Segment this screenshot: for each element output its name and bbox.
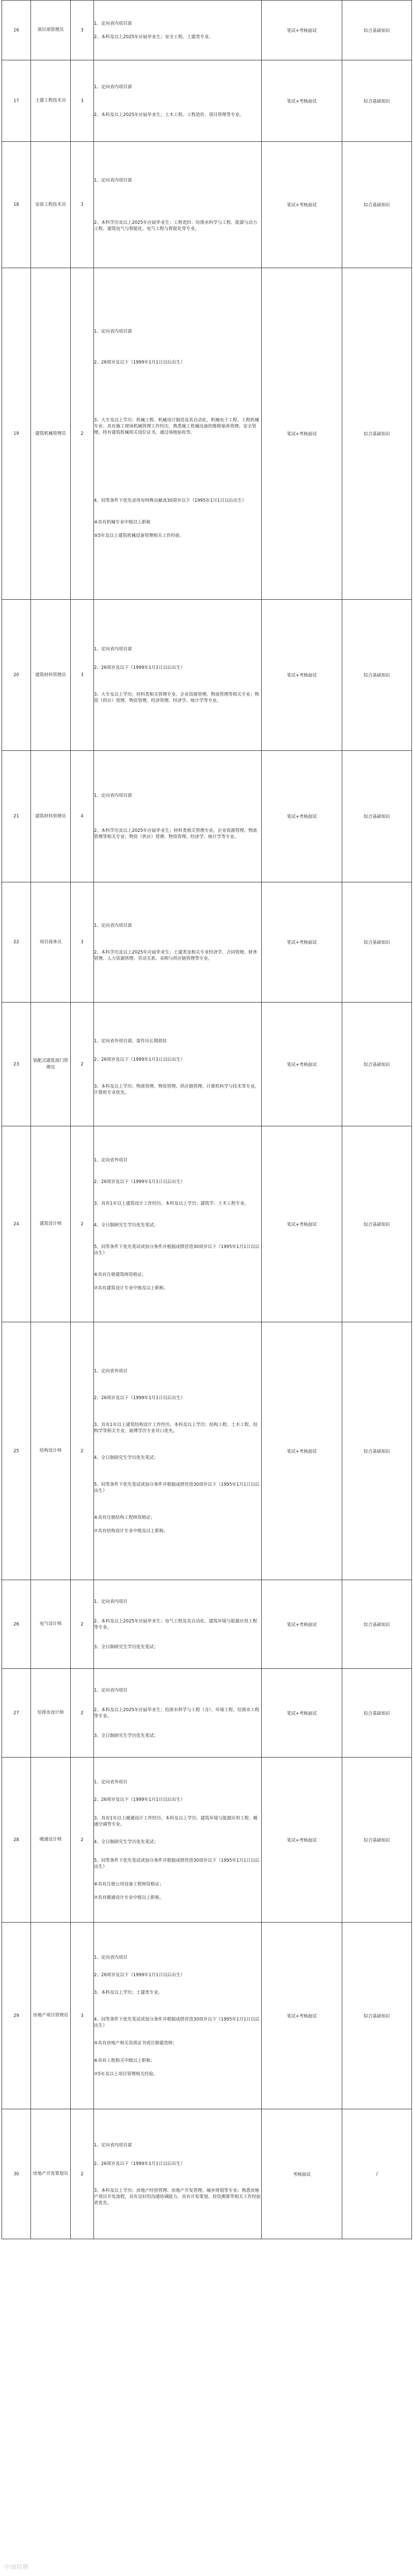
exam-subject: 综合基础知识: [342, 1758, 412, 1923]
requirement-line: 2、26周岁及以下（1999年1月1日以后出生）: [94, 665, 185, 670]
requirement-line: 1、定向省内项目部: [94, 84, 132, 90]
requirement-line: 3、全日制研究生学历优先笔试；: [94, 1733, 158, 1738]
requirement-line: 2、本科及以上2025年应届毕业生；电气工程及其自动化、建筑环境与能源应用工程等专业。: [94, 1618, 258, 1630]
requirement-line: ⑦具有暖通设计专业中级以上职称。: [94, 1895, 164, 1900]
position-name: 土建工程技术员: [31, 60, 71, 142]
requirement-line: 1、定向省内项目部: [94, 178, 132, 183]
exam-method: 笔试+考核面试: [262, 1126, 342, 1322]
position-name: 暖通设计师: [31, 1758, 71, 1923]
exam-method: 笔试+考核面试: [262, 1003, 342, 1126]
requirement-line: 3、大专及以上学历；机械工程、机械设计制造及其自动化、机械电子工程、工程机械专业；具有施工现场机械管理工作经历，熟悉施工机械设备的维修保养管理、安全管理，持有建筑机械相关岗位证书，通过场地验收等。: [94, 418, 259, 435]
requirement-line: 1、定向省内项目: [94, 1599, 128, 1604]
requirements-cell: [94, 2109, 262, 2239]
requirement-line: ④具有机械专业中级以上职称: [94, 520, 151, 525]
exam-method: 笔试+考核面试: [262, 751, 342, 882]
requirements-cell: [94, 60, 262, 142]
exam-method: 考核面试: [262, 2109, 342, 2239]
headcount: 4: [71, 751, 94, 882]
requirements-cell: [94, 1580, 262, 1669]
exam-subject: 综合基础知识: [342, 1, 412, 60]
requirements-cell: [94, 1758, 262, 1923]
requirement-line: 2、26周岁及以下（1999年1月1日以后出生）: [94, 1395, 185, 1401]
row-number: 30: [2, 2109, 31, 2239]
position-name: 建筑机械管理员: [31, 268, 71, 600]
table-body: [2, 1, 412, 2239]
requirement-line: 3、全日制研究生学历优先笔试；: [94, 1644, 158, 1650]
row-number: 20: [2, 600, 31, 751]
position-name: 装配式建筑部门管理员: [31, 1003, 71, 1126]
table-row: [2, 1669, 412, 1758]
requirement-line: 1、定向省内项目部: [94, 923, 132, 928]
requirement-line: 1、定向省内项目部: [94, 647, 132, 652]
requirement-line: 3、具有1年以上暖通设计工作经历，本科及以上学历；建筑环境与能源应用工程、暖通空调等专业。: [94, 1815, 258, 1827]
requirement-line: ⑦具有建筑设计专业中级及以上职称。: [94, 1285, 168, 1291]
requirement-line: 1、定向省外项目部，需作出长期派驻: [94, 1038, 167, 1044]
exam-method: 笔试+考核面试: [262, 1, 342, 60]
position-name: 安装工程技术员: [31, 142, 71, 268]
exam-method: 笔试+考核面试: [262, 1923, 342, 2109]
row-number: 22: [2, 882, 31, 1003]
exam-subject: /: [342, 2109, 412, 2239]
position-name: 项目商务员: [31, 882, 71, 1003]
requirement-line: 1、定向省内项目部: [94, 2142, 132, 2148]
exam-method: 笔试+考核面试: [262, 268, 342, 600]
requirement-line: 2、本科学历及以上2025年应届毕业生；材料类相关管理专业，企业资源管理、物流管理等相关专业；物资（供应）管理、物资管理、经济学、统计学等专业。: [94, 828, 258, 840]
position-name: 房地产开发策划员: [31, 2109, 71, 2239]
table-row: [2, 1, 412, 60]
requirements-cell: [94, 1322, 262, 1580]
requirements-cell: [94, 600, 262, 751]
requirement-line: 5、同等条件下优先笔试或加分条件并根据成绩营造30周岁以下（1995年1月1日以后出生）: [94, 1482, 260, 1494]
headcount: 2: [71, 1322, 94, 1580]
watermark: 中国招聘: [4, 2564, 29, 2570]
requirements-cell: [94, 142, 262, 268]
requirement-line: ⑦具有结构设计专业中级及以上职称。: [94, 1528, 168, 1534]
requirement-line: ⑥具有注册建筑师资格证；: [94, 1272, 147, 1277]
requirement-line: 2、26周岁及以下（1999年1月1日以后出生）: [94, 2161, 185, 2167]
requirement-line: 1、定向省外项目: [94, 1157, 128, 1163]
exam-subject: 综合基础知识: [342, 142, 412, 268]
requirement-line: 3、本科及以上学历；物流管理、物资管理、供应链管理、计算机科学与技术等专业，计算机专业优先。: [94, 1084, 259, 1095]
headcount: 2: [71, 1126, 94, 1322]
requirement-line: 3、本科及以上学历；房地产经营管理、房地产开发管理、城乡规划等专业；熟悉房地产项目开发流程，具有良好的沟通协调能力，具有开发策划、投资测算等相关工作经验者优先。: [94, 2188, 261, 2206]
exam-subject: 综合基础知识: [342, 60, 412, 142]
exam-subject: 综合基础知识: [342, 1126, 412, 1322]
exam-subject: 综合基础知识: [342, 268, 412, 600]
position-name: 结构设计师: [31, 1322, 71, 1580]
requirement-line: 5、同等条件下优先笔试或加分条件并根据成绩营造30周岁以下（1995年1月1日以后出生）: [94, 1244, 260, 1256]
headcount: 3: [71, 600, 94, 751]
row-number: 27: [2, 1669, 31, 1758]
exam-subject: 综合基础知识: [342, 751, 412, 882]
exam-subject: 综合基础知识: [342, 1580, 412, 1669]
requirement-line: 2、26周岁及以下（1999年1月1日以后出生）: [94, 1057, 185, 1062]
exam-subject: 综合基础知识: [342, 1322, 412, 1580]
requirement-line: 1、定向省内项目部: [94, 793, 132, 798]
requirements-cell: [94, 1669, 262, 1758]
headcount: 2: [71, 1580, 94, 1669]
requirement-line: 2、26周岁及以下（1999年1月1日以后出生）: [94, 1179, 185, 1185]
requirement-line: 2、本科及以上2025年应届毕业生；给排水科学与工程（含）、环境工程、给排水工程等专业。: [94, 1707, 260, 1719]
requirement-line: 1、定向省内项目部: [94, 21, 132, 26]
table-row: [2, 1126, 412, 1322]
requirement-line: 4、全日制研究生学历优先笔试；: [94, 1455, 158, 1461]
requirements-cell: [94, 268, 262, 600]
requirements-cell: [94, 1003, 262, 1126]
requirement-line: 2、本科学历及以上2025年应届毕业生；土建类及相关专业经济学、合同管理、财务管理、人力资源管理、劳动关系、采购与供应链管理等专业。: [94, 950, 258, 961]
row-number: 19: [2, 268, 31, 600]
headcount: 3: [71, 1, 94, 60]
requirement-line: 3、具有1年以上建筑设计工作经历，本科及以上学历；建筑学、土木工程专业。: [94, 1201, 249, 1206]
requirements-cell: [94, 882, 262, 1003]
headcount: 2: [71, 1003, 94, 1126]
requirement-line: 2、26周岁及以下（1999年1月1日以后出生）: [94, 1972, 185, 1978]
requirement-line: 4、全日制研究生学历优先笔试；: [94, 1839, 158, 1845]
table-row: [2, 751, 412, 882]
exam-method: 笔试+考核面试: [262, 1580, 342, 1669]
position-name: 房地产项目管理员: [31, 1923, 71, 2109]
exam-method: 笔试+考核面试: [262, 600, 342, 751]
row-number: 21: [2, 751, 31, 882]
exam-method: 笔试+考核面试: [262, 882, 342, 1003]
row-number: 29: [2, 1923, 31, 2109]
table-row: [2, 1758, 412, 1923]
requirement-line: 1、定向省外项目: [94, 1368, 128, 1374]
requirement-line: 1、定向省内项目部: [94, 329, 132, 334]
requirement-line: ⑥具有工程相关中级以上职称；: [94, 2058, 155, 2063]
exam-subject: 综合基础知识: [342, 882, 412, 1003]
row-number: 18: [2, 142, 31, 268]
exam-subject: 综合基础知识: [342, 600, 412, 751]
requirement-line: ⑤具有房地产相关资质证书或注册建造师；: [94, 2040, 177, 2046]
requirement-line: 4、全日制研究生学历优先笔试；: [94, 1222, 158, 1228]
table-row: [2, 1322, 412, 1580]
row-number: 23: [2, 1003, 31, 1126]
requirement-line: 3、具有1年以上建筑结构设计工作经历，本科及以上学历；结构工程、土木工程、结构学等相关专业，硕博学历专业对口优先。: [94, 1422, 258, 1434]
row-number: 26: [2, 1580, 31, 1669]
headcount: 3: [71, 1923, 94, 2109]
table-row: [2, 882, 412, 1003]
requirement-line: 3、本科及以上学历；土建类专业。: [94, 1990, 163, 1995]
exam-method: 笔试+考核面试: [262, 60, 342, 142]
exam-method: 笔试+考核面试: [262, 1322, 342, 1580]
table-row: [2, 1923, 412, 2109]
requirement-line: 2、26周岁及以下（1999年1月1日以后出生）: [94, 360, 185, 365]
position-name: 给排水设计师: [31, 1669, 71, 1758]
headcount: 3: [71, 142, 94, 268]
exam-subject: 综合基础知识: [342, 1003, 412, 1126]
exam-subject: 综合基础知识: [342, 1669, 412, 1758]
requirement-line: ⑥具有注册公用设备工程师资格证；: [94, 1881, 164, 1887]
table-row: [2, 2109, 412, 2239]
headcount: 3: [71, 882, 94, 1003]
requirement-line: 1、定向省内项目: [94, 1687, 128, 1693]
requirement-line: 3、大专及以上学历；材料类相关管理专业，企业资源管理、物流管理等相关专业；物资（供应）管理、物资管理、经济管理、经济学、统计学等专业。: [94, 692, 259, 703]
table-row: [2, 268, 412, 600]
requirement-line: ⑦5年及以上项目管理相关经验。: [94, 2071, 158, 2077]
table-row: [2, 1003, 412, 1126]
position-name: 电气设计师: [31, 1580, 71, 1669]
requirements-cell: [94, 1, 262, 60]
exam-subject: 综合基础知识: [342, 1923, 412, 2109]
row-number: 24: [2, 1126, 31, 1322]
position-name: 建筑材料管理员: [31, 751, 71, 882]
row-number: 16: [2, 1, 31, 60]
row-number: 25: [2, 1322, 31, 1580]
requirement-line: 1、定向省外项目: [94, 1779, 128, 1785]
table-row: [2, 1580, 412, 1669]
exam-method: 笔试+考核面试: [262, 142, 342, 268]
position-name: 建筑材料管理员: [31, 600, 71, 751]
position-name: 建筑设计师: [31, 1126, 71, 1322]
headcount: 2: [71, 1669, 94, 1758]
requirement-line: 1、定向省内项目: [94, 1955, 128, 1960]
table-row: [2, 142, 412, 268]
headcount: 3: [71, 60, 94, 142]
recruitment-table: [2, 0, 412, 2239]
row-number: 28: [2, 1758, 31, 1923]
requirement-line: 2、26周岁及以下（1999年1月1日以后出生）: [94, 1797, 185, 1802]
headcount: 2: [71, 1758, 94, 1923]
table-row: [2, 60, 412, 142]
row-number: 17: [2, 60, 31, 142]
requirement-line: 2、本科及以上2025年应届毕业生；安全工程、土建类专业。: [94, 34, 214, 40]
requirement-line: 2、本科及以上2025年应届毕业生；土木工程、工程造价、项目管理等专业。: [94, 112, 244, 118]
headcount: 2: [71, 268, 94, 600]
requirement-line: 4、同等条件下优先录用有特殊贡献或30周岁以下（1995年1月1日以后出生）: [94, 498, 247, 503]
requirement-line: 5、同等条件下优先笔试或加分条件并根据成绩营造30周岁以下（1995年1月1日以后出生）: [94, 1858, 260, 1869]
position-name: 项目部管理员: [31, 1, 71, 60]
requirement-line: 2、本科学历及以上2025年应届毕业生；工程造价、给排水科学与工程、能源与动力工程、建筑电气与智能化、电气工程与智能化等专业。: [94, 220, 258, 232]
requirement-line: ⑤5年及以上建筑机械设备管理相关工作经验。: [94, 533, 184, 538]
requirement-line: 4、同等条件下优先笔试或加分条件并根据成绩营造30周岁以下（1995年1月1日以后出生）: [94, 2016, 260, 2028]
requirements-cell: [94, 1126, 262, 1322]
headcount: 2: [71, 2109, 94, 2239]
requirements-cell: [94, 1923, 262, 2109]
exam-method: 笔试+考核面试: [262, 1758, 342, 1923]
requirement-line: ⑥具有注册结构工程师资格证；: [94, 1515, 155, 1520]
requirements-cell: [94, 751, 262, 882]
exam-method: 笔试+考核面试: [262, 1669, 342, 1758]
table-row: [2, 600, 412, 751]
